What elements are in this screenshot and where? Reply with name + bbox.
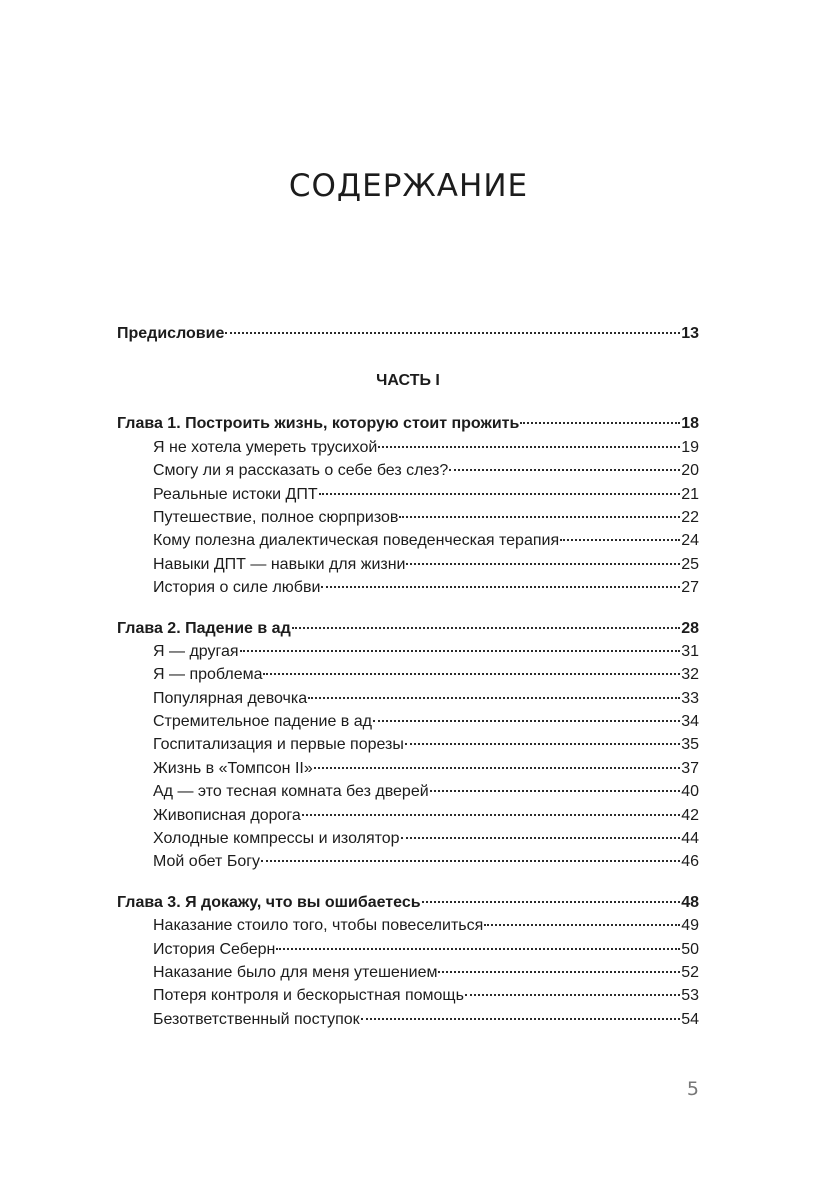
dot-leader — [399, 515, 680, 518]
toc-section-page: 37 — [681, 759, 699, 777]
dot-leader — [401, 836, 681, 839]
dot-leader — [321, 585, 680, 588]
toc-section[interactable] — [117, 984, 699, 1007]
page-number: 5 — [686, 1078, 699, 1100]
chapter-spacer — [117, 874, 699, 891]
dot-leader — [240, 649, 681, 652]
dot-leader — [292, 626, 680, 629]
toc-section[interactable] — [117, 757, 699, 780]
dot-leader — [430, 789, 681, 792]
toc-chapter-page: 18 — [681, 415, 699, 433]
dot-leader — [314, 766, 680, 769]
toc-section-title: Стремительное падение в ад — [153, 713, 372, 731]
toc-chapter-2[interactable] — [117, 617, 699, 640]
toc-entry-preface[interactable] — [117, 322, 699, 345]
toc-section-page: 54 — [681, 1010, 699, 1028]
toc-section-page: 24 — [681, 532, 699, 550]
toc-section-title: Мой обет Богу — [153, 853, 261, 871]
toc-section-title: Наказание стоило того, чтобы повеселиться — [153, 917, 484, 935]
toc-section-title: История Себерн — [153, 940, 276, 958]
toc-section-page: 52 — [681, 963, 699, 981]
toc-section[interactable] — [117, 961, 699, 984]
toc-section[interactable] — [117, 483, 699, 506]
dot-leader — [484, 923, 680, 926]
toc-chapter-title: Глава 1. Построить жизнь, которую стоит прожить — [117, 415, 520, 433]
toc-section[interactable] — [117, 780, 699, 803]
toc-chapter-page: 28 — [681, 619, 699, 637]
part-heading: ЧАСТЬ I — [376, 372, 440, 390]
dot-leader — [378, 445, 680, 448]
chapter-spacer — [117, 600, 699, 617]
dot-leader — [438, 970, 680, 973]
toc-section-page: 40 — [681, 783, 699, 801]
dot-leader — [449, 468, 680, 471]
toc-section-page: 50 — [681, 940, 699, 958]
toc-section-title: Госпитализация и первые порезы — [153, 736, 404, 754]
toc-section[interactable] — [117, 914, 699, 937]
toc-section-page: 32 — [681, 666, 699, 684]
toc-section-page: 27 — [681, 579, 699, 597]
toc-section-page: 22 — [681, 508, 699, 526]
dot-leader — [373, 719, 680, 722]
dot-leader — [405, 742, 680, 745]
dot-leader — [465, 993, 680, 996]
toc-section-page: 31 — [681, 642, 699, 660]
toc-section-title: История о силе любви — [153, 579, 321, 597]
dot-leader — [520, 421, 680, 424]
toc-section[interactable] — [117, 663, 699, 686]
toc-section[interactable] — [117, 1008, 699, 1031]
dot-leader — [263, 672, 680, 675]
toc-section-title: Живописная дорога — [153, 806, 301, 824]
toc-section-page: 25 — [681, 555, 699, 573]
toc-section-page: 35 — [681, 736, 699, 754]
toc-section[interactable] — [117, 938, 699, 961]
toc-section[interactable] — [117, 553, 699, 576]
toc-section-title: Я не хотела умереть трусихой — [153, 438, 378, 456]
toc-section[interactable] — [117, 529, 699, 552]
dot-leader — [406, 562, 680, 565]
toc-section-page: 34 — [681, 713, 699, 731]
toc-section[interactable] — [117, 576, 699, 599]
toc-section-page: 42 — [681, 806, 699, 824]
dot-leader — [319, 492, 681, 495]
chapter-list — [117, 412, 699, 1031]
toc-section-title: Холодные компрессы и изолятор — [153, 830, 400, 848]
dot-leader — [276, 947, 680, 950]
dot-leader — [361, 1017, 681, 1020]
toc-section-page: 53 — [681, 987, 699, 1005]
toc-section-title: Ад — это тесная комната без дверей — [153, 783, 429, 801]
toc-section-title: Наказание было для меня утешением — [153, 963, 438, 981]
toc-entry-page: 13 — [681, 325, 699, 342]
toc-section[interactable] — [117, 459, 699, 482]
toc-section-page: 33 — [681, 689, 699, 707]
toc-section-title: Я — другая — [153, 642, 239, 660]
toc-section-title: Безответственный поступок — [153, 1010, 360, 1028]
toc-chapter-title: Глава 3. Я докажу, что вы ошибаетесь — [117, 893, 421, 911]
dot-leader — [302, 813, 680, 816]
toc-section-title: Реальные истоки ДПТ — [153, 485, 318, 503]
toc-section[interactable] — [117, 733, 699, 756]
toc-section-page: 49 — [681, 917, 699, 935]
toc-section[interactable] — [117, 436, 699, 459]
toc-section[interactable] — [117, 850, 699, 873]
toc-section-title: Потеря контроля и бескорыстная помощь — [153, 987, 464, 1005]
toc-section-title: Жизнь в «Томпсон II» — [153, 759, 313, 777]
toc-section-page: 21 — [681, 485, 699, 503]
toc-section-title: Популярная девочка — [153, 689, 308, 707]
toc-section-page: 44 — [681, 830, 699, 848]
toc-section[interactable] — [117, 710, 699, 733]
toc-chapter-page: 48 — [681, 893, 699, 911]
toc-section-page: 20 — [681, 462, 699, 480]
dot-leader — [261, 859, 680, 862]
toc-section-title: Кому полезна диалектическая поведенческая терапия — [153, 532, 560, 550]
toc-section[interactable] — [117, 640, 699, 663]
toc-section-title: Я — проблема — [153, 666, 263, 684]
toc-section[interactable] — [117, 506, 699, 529]
table-of-contents — [117, 322, 699, 1031]
toc-chapter-1[interactable] — [117, 412, 699, 435]
toc-section-title: Навыки ДПТ — навыки для жизни — [153, 555, 406, 573]
toc-chapter-title: Глава 2. Падение в ад — [117, 619, 291, 637]
dot-leader — [422, 900, 681, 903]
toc-section-title: Путешествие, полное сюрпризов — [153, 508, 399, 526]
dot-leader — [560, 538, 680, 541]
toc-section-page: 19 — [681, 438, 699, 456]
page-title: СОДЕРЖАНИЕ — [288, 168, 529, 204]
toc-section-page: 46 — [681, 853, 699, 871]
toc-chapter-3[interactable] — [117, 891, 699, 914]
dot-leader — [308, 696, 680, 699]
toc-section[interactable] — [117, 687, 699, 710]
toc-section[interactable] — [117, 804, 699, 827]
toc-entry-title: Предисловие — [117, 325, 225, 342]
dot-leader — [225, 331, 680, 334]
toc-section[interactable] — [117, 827, 699, 850]
toc-section-title: Смогу ли я рассказать о себе без слез? — [153, 462, 449, 480]
